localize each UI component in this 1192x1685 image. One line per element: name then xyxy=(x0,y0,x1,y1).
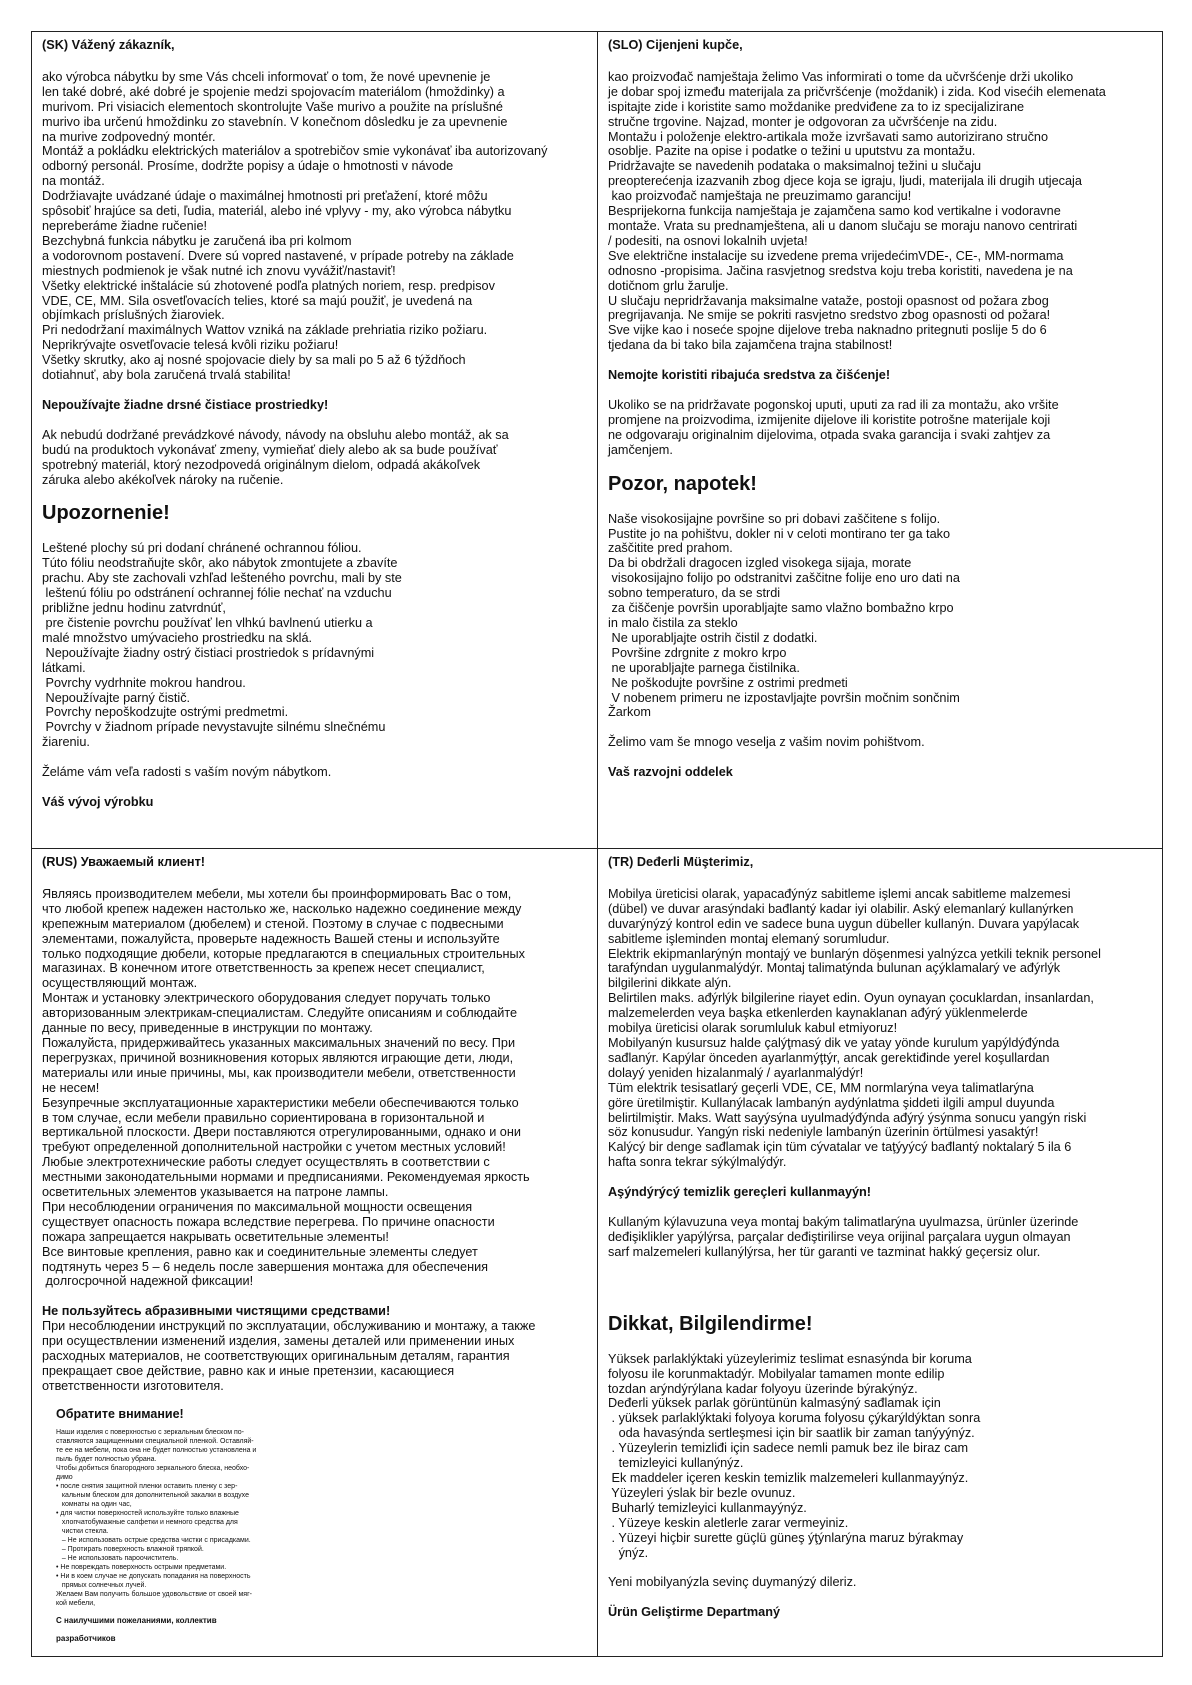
text-line: ýnýz. xyxy=(608,1545,649,1560)
text-line: nepreberáme žiadne ručenie! xyxy=(42,218,208,233)
text-line: na murive zodpovedný montér. xyxy=(42,129,216,144)
text-line: . Yüzeylerin temizliđi için sadece nemli pamuk bez ile biraz cam xyxy=(608,1441,969,1456)
text-line: вертикальной плоскости. Двери поставляются отрегулированными, однако и они xyxy=(42,1125,521,1140)
text-line: материалы или иные причины, мы, как производители мебели, ответственности xyxy=(42,1065,516,1080)
text-line: кальным блеском для дополнительной закалки в воздухе xyxy=(56,1491,249,1499)
rus-notice-title: Обратите внимание! xyxy=(56,1406,184,1421)
text-line: димо xyxy=(56,1473,73,1481)
text-line: Чтобы добиться благородного зеркального блеска, необхо- xyxy=(56,1464,250,1472)
text-line: Ne uporabljajte ostrih čistil z dodatki. xyxy=(608,630,818,645)
sk-heading: (SK) Vážený zákazník, xyxy=(42,38,175,52)
text-line: leštenú fóliu po odstránení ochrannej fólie nechať na vzduchu xyxy=(42,586,392,601)
tr-para2 xyxy=(608,1215,1154,1260)
slo-sign: Vaš razvojni oddelek xyxy=(608,765,733,780)
slo-para1 xyxy=(608,70,1154,353)
text-line: budú na produktoch vykonávať zmeny, vymieňať diely alebo ak sa bude používať xyxy=(42,442,498,457)
text-line: Povrchy vydrhnite mokrou handrou. xyxy=(42,675,246,690)
slo-para2 xyxy=(608,398,1154,458)
text-line: Tüm elektrik tesisatlarý geçerli VDE, CE, MM normlarýna veya talimatlarýna xyxy=(608,1080,1034,1095)
text-line: odnosno -propisima. Jačina rasvjetnog sredstva koju treba koristiti, navedena je na xyxy=(608,263,1073,278)
text-line: Ak nebudú dodržané prevádzkové návody, návody na obsluhu alebo montáž, ak sa xyxy=(42,427,509,442)
text-line: stručne trgovine. Najzad, monter je odgovoran za učvršćenje na zidu. xyxy=(608,114,998,129)
text-line: Наши изделия с поверхностью с зеркальным блеском по- xyxy=(56,1428,244,1436)
text-line: перегрузках, причиной возникновения которых являются играющие дети, люди, xyxy=(42,1050,514,1065)
text-line: в том случае, если мебели правильно сориентирована в горизонтальной и xyxy=(42,1110,485,1125)
text-line: folyosu ile korunmaktadýr. Mobilyalar tamamen monte edilip xyxy=(608,1366,945,1381)
text-line: Являясь производителем мебели, мы хотели бы проинформировать Вас о том, xyxy=(42,886,512,901)
text-line: ispitajte zide i koristite samo moždanike predviđene za to iz specijalizirane xyxy=(608,99,1025,114)
text-line: oda havasýnda sertleşmesi için bir saatlik bir zaman tanýyýnýz. xyxy=(608,1426,975,1441)
text-line: zaščitite pred prahom. xyxy=(608,541,733,556)
text-line: montaže. Vrata su prednamještena, ali u danom slučaju se moraju nanovo centrirati xyxy=(608,218,1078,233)
text-line: objímkach príslušných žiaroviek. xyxy=(42,308,225,323)
sk-wish: Želáme vám veľa radosti s vaším novým nábytkom. xyxy=(42,765,332,780)
text-line: Deđerli yüksek parlak görüntünün kalmasýný sađlamak için xyxy=(608,1396,941,1411)
text-line: кой мебели, xyxy=(56,1599,96,1607)
slo-bold-warning: Nemojte koristiti ribajuća sredstva za čišćenje! xyxy=(608,368,891,383)
slo-heading: (SLO) Cijenjeni kupče, xyxy=(608,38,743,52)
text-line: элементами, пожалуйста, проверьте надежность Вашей стены и используйте xyxy=(42,931,500,946)
text-line: хлопчатобумажные салфетки и немного средства для xyxy=(56,1518,238,1526)
text-line: kao proizvođač namještaja ne preuzimamo garanciju! xyxy=(608,189,912,204)
rus-para2 xyxy=(42,1319,587,1394)
text-line: temizleyici kullanýnýz. xyxy=(608,1456,744,1471)
text-line: Kalýcý bir denge sađlamak için tüm cývatalar ve taţýyýcý bađlantý noktalarý 5 ila 6 xyxy=(608,1140,1072,1155)
text-line: U slučaju nepridržavanja maksimalne vataže, postoji opasnost od požara zbog xyxy=(608,293,1049,308)
section-sk xyxy=(32,32,597,848)
rus-notice-sign xyxy=(56,1616,304,1644)
text-line: Sve vijke kao i noseće spojne dijelove treba naknadno pritegnuti poslije 5 do 6 xyxy=(608,323,1047,338)
text-line: • для чистки поверхностей используйте только влажные xyxy=(56,1509,239,1517)
text-line: göre üretilmiştir. Kullanýlacak lambanýn aydýnlatma şiddeti ilgili ampul duyunda xyxy=(608,1095,1055,1110)
text-line: približne jednu hodinu zatvrdnúť, xyxy=(42,601,226,616)
text-line: местными законодательными нормами и предписаниями. Рекомендуемая яркость xyxy=(42,1170,530,1185)
text-line: • после снятия защитной пленки оставить пленку с зер- xyxy=(56,1482,238,1490)
slo-notice-title: Pozor, napotek! xyxy=(608,472,757,495)
text-line: Buharlý temizleyici kullanmayýnýz. xyxy=(608,1500,807,1515)
text-line: существует опасность пожара вследствие перегрева. По причине опасности xyxy=(42,1214,495,1229)
text-line: не несем! xyxy=(42,1080,100,1095)
text-line: VDE, CE, MM. Sila osvetľovacích telies, ktoré sa majú použiť, je uvedená na xyxy=(42,293,473,308)
tr-bold-warning: Aşýndýrýcý temizlik gereçleri kullanmayýn! xyxy=(608,1185,872,1200)
sk-notice-title: Upozornenie! xyxy=(42,502,170,525)
text-line: крепежным материалом (дюбелем) и стеной. Поэтому в случае с подвесными xyxy=(42,916,504,931)
text-line: spotrebný materiál, ktorý nezodpovedá originálnym dielom, odpadá akákoľvek xyxy=(42,457,481,472)
text-line: Пожалуйста, придерживайтесь указанных максимальных значений по весу. При xyxy=(42,1035,516,1050)
text-line: sarf malzemeleri kullanýlýrsa, her tür garanti ve tazminat hakký geçersiz olur. xyxy=(608,1244,1041,1259)
text-line: hafta sonra tekrar sýkýlmalýdýr. xyxy=(608,1155,787,1170)
text-line: С наилучшими пожеланиями, коллектив xyxy=(56,1615,217,1625)
tr-para3 xyxy=(608,1352,1154,1561)
text-line: что любой крепеж надежен настолько же, насколько надежно соединение между xyxy=(42,901,522,916)
text-line: комнаты на один час, xyxy=(56,1500,132,1508)
text-line: Povrchy nepoškodzujte ostrými predmetmi. xyxy=(42,705,289,720)
text-line: Naše visokosijajne površine so pri dobavi zaščitene s folijo. xyxy=(608,511,941,526)
sk-para2 xyxy=(42,428,587,488)
text-line: При несоблюдении ограничения по максимальной мощности освещения xyxy=(42,1199,473,1214)
text-line: mobilya üreticisi olarak sorumluluk kabul etmiyoruz! xyxy=(608,1021,898,1036)
text-line: – Не использовать пароочиститель. xyxy=(56,1554,179,1562)
text-line: осветительных элементов указывается на патроне лампы. xyxy=(42,1185,389,1200)
sk-para3 xyxy=(42,541,587,750)
text-line: Sve električne instalacije su izvedene prema vrijedećimVDE-, CE-, MM-normama xyxy=(608,248,1064,263)
text-line: – Не использовать острые средства чистки с присадками. xyxy=(56,1536,251,1544)
text-line: žiareniu. xyxy=(42,735,90,750)
text-line: Pri nedodržaní maximálnych Wattov vzniká na základe prehriatia riziko požiaru. xyxy=(42,323,488,338)
text-line: Ek maddeler içeren keskin temizlik malzemeleri kullanmayýnýz. xyxy=(608,1471,969,1485)
text-line: in malo čistila za steklo xyxy=(608,616,738,630)
text-line: пожара запрещается накрывать осветительные элементы! xyxy=(42,1229,389,1244)
rus-bold-warning: Не пользуйтесь абразивными чистящими средствами! xyxy=(42,1304,391,1319)
text-line: – Протирать поверхность влажной тряпкой. xyxy=(56,1545,204,1553)
text-line: требуют определенной дополнительной настройки с учетом местных условий! xyxy=(42,1140,506,1155)
text-line: dotičnom grlu žarulje. xyxy=(608,278,729,293)
text-line: Все винтовые крепления, равно как и соединительные элементы следует xyxy=(42,1244,478,1259)
text-line: za čiščenje površin uporabljajte samo vlažno bombažno krpo xyxy=(608,601,954,616)
text-line: Besprijekorna funkcija namještaja je zajamčena samo kod vertikalne i vodoravne xyxy=(608,204,1061,219)
text-line: promjene na proizvodima, izmijenite dijelove ili koristite potrošne materijale koji xyxy=(608,412,1051,427)
text-line: прямых солнечных лучей. xyxy=(56,1581,147,1589)
text-line: При несоблюдении инструкций по эксплуатации, обслуживанию и монтажу, а также xyxy=(42,1319,536,1334)
text-line: Elektrik ekipmanlarýnýn montajý ve bunlarýn döşenmesi yalnýzca yetkili teknik personel xyxy=(608,946,1101,961)
text-line: Neprikrývajte osvetľovacie telesá kvôli riziku požiaru! xyxy=(42,338,339,353)
text-line: látkami. xyxy=(42,660,86,675)
text-line: Nepoužívajte parný čistič. xyxy=(42,690,191,705)
text-line: Желаем Вам получить большое удовольствие от своей мяг- xyxy=(56,1590,252,1598)
text-line: разработчиков xyxy=(56,1633,116,1643)
text-line: при осуществлении изменений изделия, замены деталей или применении иных xyxy=(42,1334,515,1349)
text-line: Nepoužívajte žiadny ostrý čistiaci prostriedok s prídavnými xyxy=(42,645,375,660)
text-line: . yüksek parlaklýktaki folyoya koruma folyosu çýkarýldýktan sonra xyxy=(608,1411,981,1426)
text-line: prachu. Aby ste zachovali vzhľad lešteného povrchu, mali by ste xyxy=(42,571,402,586)
tr-notice-title: Dikkat, Bilgilendirme! xyxy=(608,1312,813,1335)
text-line: Ukoliko se na pridržavate pogonskoj uputi, uputi za rad ili za montažu, ako vršite xyxy=(608,398,1059,413)
section-slo xyxy=(598,32,1164,848)
text-line: dotiahnuť, aby bola zaručená trvalá stabilita! xyxy=(42,368,291,383)
text-line: Pridržavajte se navedenih podataka o maksimalnoj težini u slučaju xyxy=(608,159,982,174)
text-line: те ее на мебели, пока она не будет полностью установлена и xyxy=(56,1446,257,1454)
text-line: Povrchy v žiadnom prípade nevystavujte silnému slnečnému xyxy=(42,720,386,735)
text-line: подтянуть через 5 – 6 недель после завершения монтажа для обеспечения xyxy=(42,1259,489,1274)
text-line: Površine zdrgnite z mokro krpo xyxy=(608,645,787,660)
sk-bold-warning: Nepoužívajte žiadne drsné čistiace prostriedky! xyxy=(42,397,329,412)
tr-para1 xyxy=(608,887,1154,1170)
text-line: miestnych podmienok je však nutné ich znovu vyvážiť/nastaviť! xyxy=(42,263,396,278)
text-line: Leštené plochy sú pri dodaní chránené ochrannou fóliou. xyxy=(42,541,362,556)
sk-para1 xyxy=(42,70,587,383)
text-line: прекращает свое действие, равно как и иные претензии, касающиеся xyxy=(42,1364,455,1378)
text-line: bilgilerini dikkate alýn. xyxy=(608,976,732,991)
text-line: pre čistenie povrchu používať len vlhkú bavlnenú utierku a xyxy=(42,616,373,630)
text-line: záruka alebo akékoľvek nároky na ručenie. xyxy=(42,472,284,487)
text-line: / podesiti, na osnovi lokalnih uvjeta! xyxy=(608,233,808,248)
text-line: Ne poškodujte površine z ostrimi predmeti xyxy=(608,675,848,690)
text-line: Da bi obdržali dragocen izgled visokega sijaja, morate xyxy=(608,556,912,571)
text-line: sađlanýr. Kapýlar önceden ayarlanmýţtýr, ancak gerektiđinde yerel koşullardan xyxy=(608,1050,1050,1065)
text-line: ne uporabljajte parnega čistilnika. xyxy=(608,660,800,675)
text-line: Belirtilen maks. ađýrlýk bilgilerine riayet edin. Oyun oynayan çocuklardan, insanlardan, xyxy=(608,991,1094,1006)
text-line: Монтаж и установку электрического оборудования следует поручать только xyxy=(42,991,491,1006)
section-tr xyxy=(598,849,1164,1658)
text-line: Pustite jo na pohištvu, dokler ni v celoti montirano ter ga tako xyxy=(608,526,951,541)
text-line: duvarýnýzý kontrol edin ve sadece buna uygun dübeller kullanýn. Duvara yapýlacak xyxy=(608,916,1080,931)
text-line: kao proizvođač namještaja želimo Vas informirati o tome da učvršćenje drži ukoliko xyxy=(608,69,1074,84)
text-line: malzemelerden veya başka etkenlerden kaynaklanan ađýrý yüklenmelerde xyxy=(608,1006,1028,1021)
tr-heading: (TR) Deđerli Müşterimiz, xyxy=(608,855,754,869)
rus-heading: (RUS) Уважаемый клиент! xyxy=(42,855,206,869)
text-line: tozdan arýndýrýlana kadar folyoyu üzerinde býrakýnýz. xyxy=(608,1381,918,1396)
tr-sign: Ürün Geliştirme Departmaný xyxy=(608,1605,781,1620)
slo-wish: Želimo vam še mnogo veselja z vašim novim pohištvom. xyxy=(608,735,925,750)
text-line: пыль будет полностью убрана. xyxy=(56,1455,157,1463)
text-line: a vodorovnom postavení. Dvere sú vopred nastavené, v prípade potreby na základe xyxy=(42,248,514,263)
text-line: Bezchybná funkcia nábytku je zaručená iba pri kolmom xyxy=(42,233,352,248)
text-line: Túto fóliu neodstraňujte skôr, ako nábytok zmontujete a zbavíte xyxy=(42,556,398,571)
text-line: расходных материалов, не соответствующих оригинальным деталям, гарантия xyxy=(42,1349,510,1364)
text-line: je dobar spoj između materijala za pričvršćenje (moždanik) i zida. Kod visećih elemenata xyxy=(608,84,1106,99)
text-line: (dübel) ve duvar arasýndaki bađlantý kadar iyi olabilir. Aský elemanlarý kullanýrken xyxy=(608,901,1074,916)
text-line: Všetky elektrické inštalácie sú zhotovené podľa platných noriem, resp. predpisov xyxy=(42,278,495,293)
text-line: Безупречные эксплуатационные характеристики мебели обеспечиваются только xyxy=(42,1095,519,1110)
text-line: долгосрочной надежной фиксации! xyxy=(42,1274,254,1289)
text-line: sobno temperaturo, da se strdi xyxy=(608,586,781,601)
text-line: Dodržiavajte uvádzané údaje o maximálnej hmotnosti pri preťažení, ktoré môžu xyxy=(42,189,488,204)
tr-wish: Yeni mobilyanýzla sevinç duymanýzý dileriz. xyxy=(608,1575,857,1590)
text-line: осуществляющий монтаж. xyxy=(42,976,198,991)
text-line: • Не повреждать поверхность острыми предметами. xyxy=(56,1563,227,1571)
text-line: jamčenjem. xyxy=(608,442,673,457)
text-line: Yüksek parlaklýktaki yüzeylerimiz teslimat esnasýnda bir koruma xyxy=(608,1351,972,1366)
text-line: belirtilmiştir. Maks. Watt sayýsýna uyulmadýđýnda ađýrý ýsýnma sonucu yangýn riski xyxy=(608,1110,1087,1125)
text-line: данные по весу, приведенные в инструкции по монтажу. xyxy=(42,1021,373,1036)
text-line: spôsobiť hrajúce sa deti, ľudia, materiál, alebo iné vplyvy - my, ako výrobca nábytku xyxy=(42,204,512,219)
text-line: Yüzeyleri ýslak bir bezle ovunuz. xyxy=(608,1485,796,1500)
text-line: preopterećenja izazvanih zbog djece koja se igraju, ljudi, materijala ili drugih utjecaja xyxy=(608,174,1082,189)
text-line: tarafýndan uygulanmalýdýr. Montaj talimatýnda bulunan açýklamalarý ve ađýrlýk xyxy=(608,961,1061,976)
text-line: . Yüzeye keskin aletlerle zarar vermeyiniz. xyxy=(608,1515,849,1530)
slo-para3 xyxy=(608,512,1154,721)
text-line: osoblje. Pazite na opise i podatke o težini u uputstvu za montažu. xyxy=(608,144,976,159)
text-line: murivom. Pri visiacich elementoch skontrolujte Vaše murivo a použite na príslušné xyxy=(42,99,503,114)
text-line: deđişiklikler yapýlýrsa, parçalar deđiştirilirse veya orijinal parçalara uygun olmayan xyxy=(608,1229,1071,1244)
rus-notice-text xyxy=(56,1428,304,1608)
text-line: магазинах. В конечном итоге ответственность за крепеж несет специалист, xyxy=(42,961,485,976)
text-line: Mobilyanýn kusursuz halde çalýţmasý dik ve yatay yönde kurulum yapýldýđýnda xyxy=(608,1035,1060,1050)
text-line: ставляются защищенными специальной пленкой. Оставляй- xyxy=(56,1437,254,1445)
text-line: malé množstvo umývacieho prostriedku na sklá. xyxy=(42,630,313,645)
text-line: odborný personál. Prosíme, dodržte popisy a údaje o hmotnosti v návode xyxy=(42,159,454,174)
text-line: Montažu i položenje elektro-artikala može izvršavati samo autorizirano stručno xyxy=(608,129,1049,144)
text-line: авторизованным электрикам-специалистам. Следуйте описаниям и соблюдайте xyxy=(42,1006,518,1021)
text-line: ответственности изготовителя. xyxy=(42,1378,224,1393)
rus-notice-box xyxy=(56,1406,304,1644)
text-line: sabitleme işleminden montaj elemaný sorumludur. xyxy=(608,931,890,946)
text-line: Všetky skrutky, ako aj nosné spojovacie diely by sa mali po 5 až 6 týždňoch xyxy=(42,353,466,368)
text-line: ne odgovaraju originalnim dijelovima, otpada svaka garancija i svaki zahtjev za xyxy=(608,427,1051,442)
text-line: pregrijavanja. Ne smije se pokriti rasvjetno sredstvo zbog opasnosti od požara! xyxy=(608,308,1051,323)
text-line: söz konusudur. Yangýn riski nedeniyle lambanýn üzerinin örtülmesi yasaktýr! xyxy=(608,1125,1039,1140)
text-line: только подходящие дюбели, которые предлагаются в специальных строительных xyxy=(42,946,526,961)
text-line: dolayý yeniden hizalanmalý / ayarlanmalýdýr! xyxy=(608,1065,864,1080)
document-grid xyxy=(31,31,1163,1657)
section-rus xyxy=(32,849,597,1658)
text-line: tjedana da bi tako bila zajamčena trajna stabilnost! xyxy=(608,338,893,353)
text-line: Любые электротехнические работы следует осуществлять в соответствии с xyxy=(42,1155,490,1170)
text-line: Žarkom xyxy=(608,705,651,720)
text-line: • Ни в коем случае не допускать попадания на поверхность xyxy=(56,1572,251,1580)
text-line: V nobenem primeru ne izpostavljajte površin močnim sončnim xyxy=(608,690,960,705)
text-line: len také dobré, aké dobré je spojenie medzi spojovacím materiálom (hmoždinky) a xyxy=(42,84,505,99)
text-line: чистки стекла. xyxy=(56,1527,109,1535)
rus-para1 xyxy=(42,887,587,1289)
text-line: Kullaným kýlavuzuna veya montaj bakým talimatlarýna uyulmazsa, ürünler üzerinde xyxy=(608,1215,1079,1230)
text-line: murivo iba určenú hmoždinku zo stavebnín. V konečnom dôsledku je za upevnenie xyxy=(42,114,508,129)
text-line: Mobilya üreticisi olarak, yapacađýnýz sabitleme işlemi ancak sabitleme malzemesi xyxy=(608,886,1071,901)
sk-sign: Váš vývoj výrobku xyxy=(42,795,154,810)
text-line: Montáž a pokládku elektrických materiálov a spotrebičov smie vykonávať iba autorizovaný xyxy=(42,144,548,159)
text-line: visokosijajno folijo po odstranitvi zaščitne folije eno uro dati na xyxy=(608,571,960,586)
text-line: ako výrobca nábytku by sme Vás chceli informovať o tom, že nové upevnenie je xyxy=(42,69,491,84)
text-line: . Yüzeyi hiçbir surette güçlü güneş ýţýnlarýna maruz býrakmay xyxy=(608,1530,964,1545)
text-line: na montáž. xyxy=(42,174,105,189)
